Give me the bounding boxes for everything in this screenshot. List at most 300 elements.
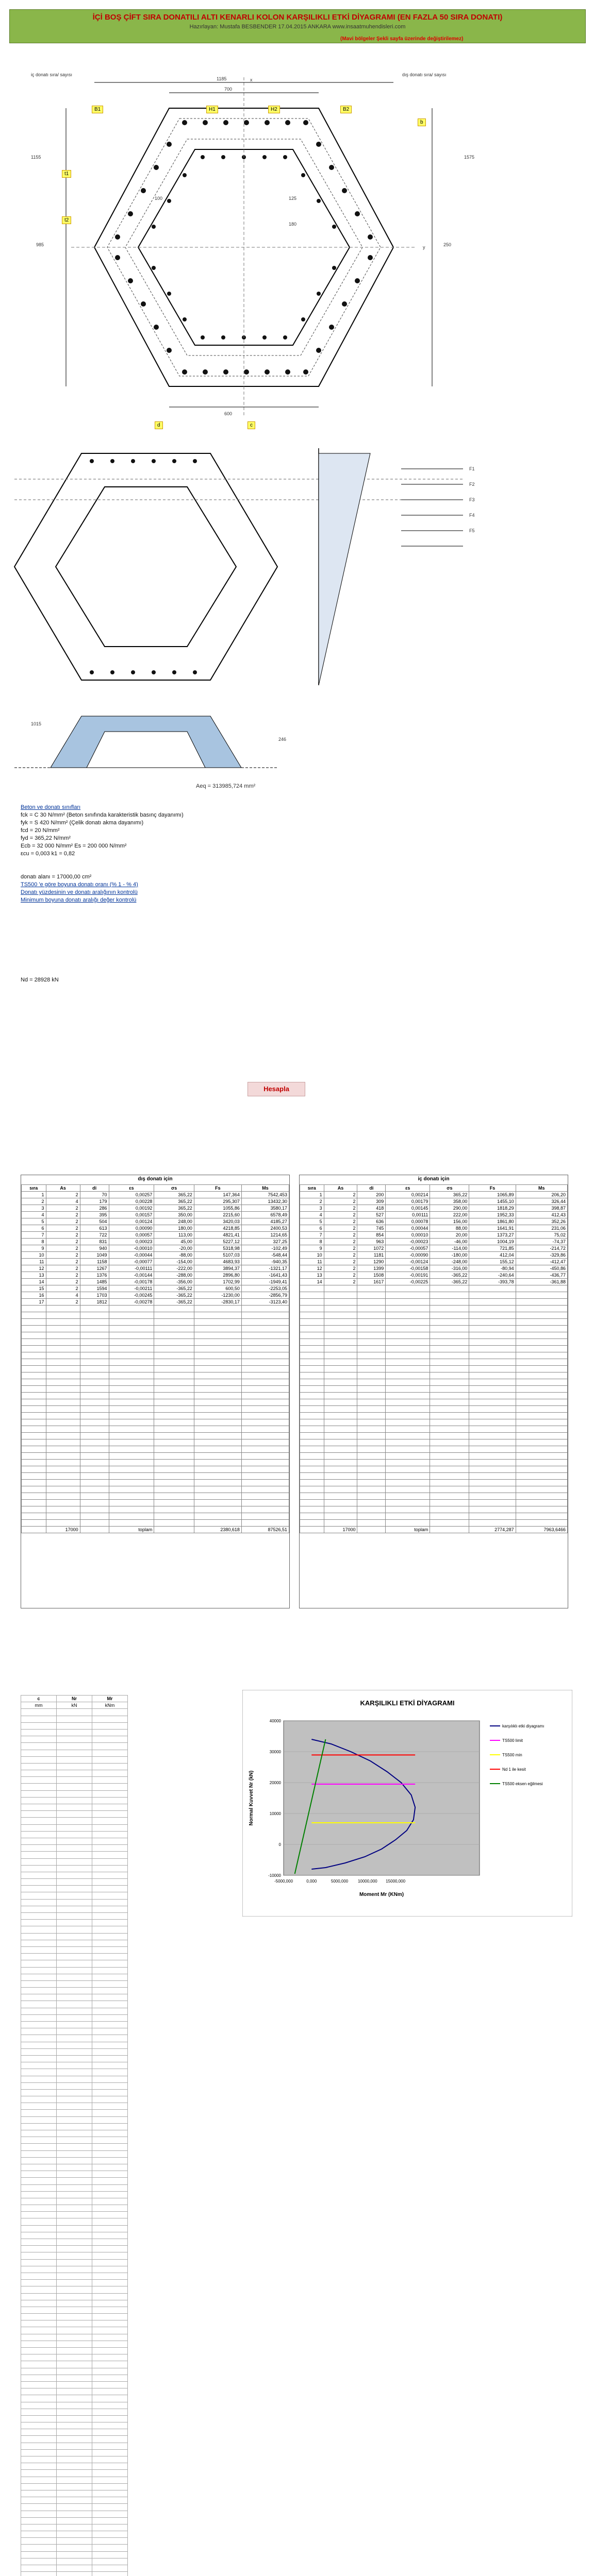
long-table-row — [21, 1763, 128, 1770]
long-table-row — [21, 1892, 128, 1899]
long-table-row — [21, 2565, 128, 2572]
force-f5: F5 — [469, 528, 475, 533]
table-header: As — [46, 1185, 80, 1192]
table-cell: 2 — [324, 1252, 357, 1259]
long-table-row — [21, 1933, 128, 1940]
label-c: c — [248, 421, 255, 429]
long-table-row — [21, 2470, 128, 2477]
table-cell: 15 — [22, 1285, 46, 1292]
table-cell: -0,00090 — [386, 1252, 430, 1259]
table-row — [300, 1239, 568, 1245]
param-line: fck = C 30 N/mm² (Beton sınıfında karakteristik basınç dayanımı) — [21, 812, 184, 818]
param-line: Minimum boyuna donatı aralığı değer kontrolü — [21, 897, 137, 903]
table-cell: 3420,03 — [194, 1218, 241, 1225]
table-cell: 1818,29 — [469, 1205, 516, 1212]
long-table-row — [21, 1750, 128, 1756]
table-cell: 155,12 — [469, 1259, 516, 1265]
table-cell: -0,00111 — [109, 1265, 154, 1272]
table-row — [22, 1272, 289, 1279]
long-table-row — [21, 1777, 128, 1784]
table-cell: 2 — [324, 1259, 357, 1265]
table-cell: -154,00 — [154, 1259, 194, 1265]
table-header: Fs — [194, 1185, 241, 1192]
table-cell: 0,00192 — [109, 1205, 154, 1212]
table-cell: 2 — [324, 1192, 357, 1198]
table-cell: -316,00 — [430, 1265, 469, 1272]
table-cell: 2 — [46, 1252, 80, 1259]
table-cell: 12 — [22, 1265, 46, 1272]
table-cell: -222,00 — [154, 1265, 194, 1272]
table-cell: 2 — [46, 1299, 80, 1306]
long-table-row — [21, 1770, 128, 1777]
section-dim-246: 246 — [278, 737, 287, 742]
table-cell: 1072 — [357, 1245, 386, 1252]
long-table-row — [21, 2116, 128, 2123]
table-cell: -0,00023 — [386, 1239, 430, 1245]
label-d: d — [155, 421, 163, 429]
table-cell: 9 — [300, 1245, 324, 1252]
table-cell: 398,87 — [516, 1205, 567, 1212]
table-cell: 113,00 — [154, 1232, 194, 1239]
table-cell: -20,00 — [154, 1245, 194, 1252]
table-cell: 12 — [300, 1265, 324, 1272]
long-table-row — [21, 2314, 128, 2320]
param-line: εcu = 0,003 k1 = 0,82 — [21, 851, 75, 857]
long-table-row — [21, 1926, 128, 1933]
table-cell: 11 — [300, 1259, 324, 1265]
table-cell: 831 — [80, 1239, 109, 1245]
table-cell: -365,22 — [154, 1292, 194, 1299]
legend-entry: TS500 limit — [502, 1738, 523, 1743]
x-tick-label: 0,000 — [306, 1879, 317, 1884]
table-cell: 222,00 — [430, 1212, 469, 1218]
long-table-row — [21, 2171, 128, 2178]
long-table-row — [21, 1743, 128, 1750]
table-cell: 2 — [46, 1265, 80, 1272]
table-cell: 2400,53 — [241, 1225, 289, 1232]
table-cell: 527 — [357, 1212, 386, 1218]
long-table-row — [21, 1790, 128, 1797]
table-cell: 2 — [324, 1239, 357, 1245]
table-cell: -2830,17 — [194, 1299, 241, 1306]
long-table-header: c — [21, 1696, 57, 1702]
param-line: donatı alanı = 17000,00 cm² — [21, 874, 92, 880]
long-table-row — [21, 2443, 128, 2449]
long-table-row — [21, 2307, 128, 2313]
long-table-row — [21, 2042, 128, 2048]
long-table-row — [21, 2300, 128, 2307]
legend-entry: TS500 min — [502, 1753, 522, 1757]
long-table-row — [21, 2558, 128, 2565]
long-table-row — [21, 2497, 128, 2504]
long-table-row — [21, 2076, 128, 2082]
inner-rebar-table — [299, 1175, 568, 1608]
dim-180: 180 — [289, 222, 297, 227]
table-cell: 7 — [22, 1232, 46, 1239]
axis-x-label: x — [250, 77, 253, 82]
table-cell: 1 — [300, 1192, 324, 1198]
table-cell: -1230,00 — [194, 1292, 241, 1299]
table-cell: 1 — [22, 1192, 46, 1198]
table-row — [22, 1285, 289, 1292]
interaction-table — [21, 1695, 128, 2576]
table-header: Fs — [469, 1185, 516, 1192]
table-header: εs — [109, 1185, 154, 1192]
table1-title: dış donatı için — [138, 1176, 173, 1182]
long-table-row — [21, 2103, 128, 2110]
long-table-row — [21, 1872, 128, 1878]
long-table-row — [21, 1920, 128, 1926]
long-table-row — [21, 2266, 128, 2273]
long-table-row — [21, 1845, 128, 1852]
table-cell: 0,00179 — [386, 1198, 430, 1205]
table-cell: 0,00023 — [109, 1239, 154, 1245]
table-cell: -940,35 — [241, 1259, 289, 1265]
long-table-row — [21, 2348, 128, 2354]
table-cell: 0,00157 — [109, 1212, 154, 1218]
axis-y-label: y — [423, 245, 425, 250]
long-table-row — [21, 2449, 128, 2456]
table-cell: 2 — [46, 1259, 80, 1265]
long-table-row — [21, 1818, 128, 1824]
long-table-row — [21, 2239, 128, 2246]
table-cell: 5 — [22, 1218, 46, 1225]
long-table-row — [21, 2137, 128, 2144]
table-cell: 0,00078 — [386, 1218, 430, 1225]
long-table-row — [21, 1709, 128, 1716]
table-cell: 2 — [324, 1212, 357, 1218]
calculate-button[interactable]: Hesapla — [248, 1082, 305, 1096]
table-cell: -365,22 — [430, 1272, 469, 1279]
page-header — [9, 9, 586, 43]
long-table-row — [21, 1736, 128, 1743]
table-row — [300, 1259, 568, 1265]
table-cell: 0,00090 — [109, 1225, 154, 1232]
table-cell: 0,00111 — [386, 1212, 430, 1218]
table-row — [22, 1212, 289, 1218]
param-line: TS500 'e göre boyuna donatı oranı (% 1 - % 4) — [21, 882, 138, 888]
table-cell: -80,94 — [469, 1265, 516, 1272]
long-table-row — [21, 2572, 128, 2576]
table-cell: 1158 — [80, 1259, 109, 1265]
long-table-row — [21, 2110, 128, 2116]
long-table-row — [21, 1852, 128, 1858]
table-cell: 2 — [324, 1272, 357, 1279]
long-table-row — [21, 2096, 128, 2103]
table-cell: 2 — [46, 1232, 80, 1239]
param-line: fyk = S 420 N/mm² (Çelik donatı akma dayanımı) — [21, 820, 144, 826]
table-cell: 5318,98 — [194, 1245, 241, 1252]
param-line: Ecb = 32 000 N/mm² Es = 200 000 N/mm² — [21, 843, 127, 849]
long-table-row — [21, 2123, 128, 2130]
table-header: εs — [386, 1185, 430, 1192]
table-cell: 745 — [357, 1225, 386, 1232]
y-tick-label: 10000 — [269, 1811, 281, 1816]
long-table-row — [21, 1865, 128, 1872]
long-table-row — [21, 2191, 128, 2198]
table-cell: 1594 — [80, 1285, 109, 1292]
table-cell: -1949,41 — [241, 1279, 289, 1285]
long-table-unit: kNm — [92, 1702, 128, 1709]
dim-100: 100 — [155, 196, 163, 201]
table-cell: 3894,37 — [194, 1265, 241, 1272]
param-line: Beton ve donatı sınıfları — [21, 804, 81, 810]
long-table-row — [21, 1940, 128, 1946]
table-cell: -1321,17 — [241, 1265, 289, 1272]
table-cell: 14 — [22, 1279, 46, 1285]
table-cell: -0,00225 — [386, 1279, 430, 1285]
nd-value: 28928 kN — [34, 977, 59, 983]
table-cell: 1399 — [357, 1265, 386, 1272]
table-cell: 2 — [46, 1212, 80, 1218]
table-cell: 6578,49 — [241, 1212, 289, 1218]
table-cell: -0,00124 — [386, 1259, 430, 1265]
table-cell: -412,47 — [516, 1259, 567, 1265]
long-table-row — [21, 1824, 128, 1831]
table-cell: 206,20 — [516, 1192, 567, 1198]
dim-1575: 1575 — [464, 155, 475, 160]
table-cell: 290,00 — [430, 1205, 469, 1212]
dim-985: 985 — [36, 242, 44, 247]
table-cell: 0,00145 — [386, 1205, 430, 1212]
table-cell: 295,307 — [194, 1198, 241, 1205]
long-table-row — [21, 2320, 128, 2327]
outer-rebar-table — [21, 1175, 290, 1608]
table-cell: 1373,27 — [469, 1232, 516, 1239]
long-table-row — [21, 2082, 128, 2089]
long-table-unit: mm — [21, 1702, 57, 1709]
table-cell: 1455,10 — [469, 1198, 516, 1205]
table-cell: 2 — [46, 1192, 80, 1198]
long-table-row — [21, 2259, 128, 2266]
long-table-row — [21, 2246, 128, 2252]
long-table-row — [21, 2483, 128, 2490]
long-table-row — [21, 1994, 128, 2001]
table-cell: 722 — [80, 1232, 109, 1239]
table-cell: -450,86 — [516, 1265, 567, 1272]
table-row — [22, 1292, 289, 1299]
table-cell: 200 — [357, 1192, 386, 1198]
y-tick-label: 30000 — [269, 1750, 281, 1754]
table-cell: 2 — [324, 1225, 357, 1232]
long-table-row — [21, 1858, 128, 1865]
long-table-row — [21, 2327, 128, 2334]
table-cell: 13 — [300, 1272, 324, 1279]
table-cell: -248,00 — [430, 1259, 469, 1265]
table-cell: 6 — [300, 1225, 324, 1232]
table-cell: -240,64 — [469, 1272, 516, 1279]
table-cell: -74,37 — [516, 1239, 567, 1245]
table-cell: 156,00 — [430, 1218, 469, 1225]
table-cell: 365,22 — [154, 1198, 194, 1205]
table2-grid — [300, 1184, 568, 1533]
table-cell: -288,00 — [154, 1272, 194, 1279]
long-table-row — [21, 1913, 128, 1920]
x-tick-label: 5000,000 — [331, 1879, 349, 1884]
long-table-row — [21, 2368, 128, 2375]
long-table-row — [21, 2517, 128, 2524]
force-f4: F4 — [469, 513, 475, 518]
table-cell: 0,00057 — [109, 1232, 154, 1239]
table-cell: 309 — [357, 1198, 386, 1205]
table-cell: 16 — [22, 1292, 46, 1299]
long-table-row — [21, 1960, 128, 1967]
table-cell: 1004,19 — [469, 1239, 516, 1245]
table-cell: 365,22 — [154, 1205, 194, 1212]
table-cell: 350,00 — [154, 1212, 194, 1218]
table-cell: 2 — [324, 1232, 357, 1239]
table-row — [300, 1245, 568, 1252]
dim-125: 125 — [289, 196, 297, 201]
dim-700: 700 — [224, 87, 233, 92]
table-cell: 2 — [300, 1198, 324, 1205]
table2-title: iç donatı için — [418, 1176, 450, 1182]
long-table-row — [21, 2341, 128, 2347]
table-cell: -393,78 — [469, 1279, 516, 1285]
table-cell: 10 — [300, 1252, 324, 1259]
label-outer-rows: dış donatı sıra/ sayısı — [402, 72, 447, 77]
long-table-row — [21, 2538, 128, 2545]
table-cell: 0,00228 — [109, 1198, 154, 1205]
long-table-row — [21, 2504, 128, 2511]
table-cell: 1376 — [80, 1272, 109, 1279]
table-cell: 4 — [46, 1198, 80, 1205]
table-cell: 1485 — [80, 1279, 109, 1285]
label-h1: H1 — [206, 106, 218, 113]
table-cell: -2253,05 — [241, 1285, 289, 1292]
hexagon-section-drawing — [9, 46, 585, 799]
table-cell: -3123,40 — [241, 1299, 289, 1306]
warning-note: (Mavi bölgeler Şekli sayfa üzerinde değiştirilemez) — [340, 36, 464, 42]
table-row — [22, 1252, 289, 1259]
table-cell: 8 — [300, 1239, 324, 1245]
table-cell: 8 — [22, 1239, 46, 1245]
table-cell: -436,77 — [516, 1272, 567, 1279]
table-cell: 2 — [46, 1239, 80, 1245]
x-tick-label: -5000,000 — [274, 1879, 293, 1884]
page-subtitle: Hazırlayan: Mustafa BESBENDER 17.04.2015 ANKARA www.insaatmuhendisleri.com — [189, 24, 406, 30]
table-cell: 5227,12 — [194, 1239, 241, 1245]
table-cell: 1290 — [357, 1259, 386, 1265]
table-cell: 0,00010 — [386, 1232, 430, 1239]
table-cell: 326,44 — [516, 1198, 567, 1205]
table-cell: 412,43 — [516, 1212, 567, 1218]
table-cell: 6 — [22, 1225, 46, 1232]
table-cell: 1952,33 — [469, 1212, 516, 1218]
table-cell: 2 — [46, 1272, 80, 1279]
long-table-row — [21, 2524, 128, 2531]
table-cell: 2 — [324, 1245, 357, 1252]
table-cell: -365,22 — [430, 1279, 469, 1285]
param-line: Donatı yüzdesinin ve donatı aralığının kontrolü — [21, 889, 138, 895]
table-cell: -102,49 — [241, 1245, 289, 1252]
long-table-row — [21, 2286, 128, 2293]
table-row — [22, 1218, 289, 1225]
table-cell: -0,00010 — [109, 1245, 154, 1252]
long-table-row — [21, 2014, 128, 2021]
long-table-row — [21, 2402, 128, 2409]
long-table-row — [21, 2198, 128, 2205]
table-cell: 180,00 — [154, 1225, 194, 1232]
table-cell: 504 — [80, 1218, 109, 1225]
long-table-row — [21, 1906, 128, 1912]
long-table-row — [21, 2490, 128, 2497]
table-row — [300, 1218, 568, 1225]
table-cell: 0,00044 — [386, 1225, 430, 1232]
table-cell: 2 — [324, 1198, 357, 1205]
table-cell: 231,06 — [516, 1225, 567, 1232]
table-cell: -0,00144 — [109, 1272, 154, 1279]
table-cell: 2 — [46, 1205, 80, 1212]
dim-1185: 1185 — [217, 76, 227, 81]
table-cell: -88,00 — [154, 1252, 194, 1259]
table-cell: -365,22 — [154, 1285, 194, 1292]
table-cell: -0,00057 — [386, 1245, 430, 1252]
long-table-row — [21, 2415, 128, 2422]
table-cell: 721,85 — [469, 1245, 516, 1252]
legend-entry: karşılıklı etki diyagramı — [502, 1724, 544, 1728]
table-cell: -114,00 — [430, 1245, 469, 1252]
long-table-row — [21, 1988, 128, 1994]
long-table-row — [21, 2354, 128, 2361]
long-table-row — [21, 2436, 128, 2443]
table-cell: 10 — [22, 1252, 46, 1259]
chart-title: KARŞILIKLI ETKİ DİYAGRAMI — [360, 1699, 455, 1707]
long-table-row — [21, 2551, 128, 2558]
table-cell: 13 — [22, 1272, 46, 1279]
label-b1: B1 — [92, 106, 103, 113]
table-cell: 88,00 — [430, 1225, 469, 1232]
table-cell: 2 — [324, 1265, 357, 1272]
table-cell: 9 — [22, 1245, 46, 1252]
table-row — [22, 1239, 289, 1245]
long-table-row — [21, 2273, 128, 2279]
legend-entry: Nd 1 ile kesit — [502, 1767, 526, 1772]
table-cell: 940 — [80, 1245, 109, 1252]
table-header: Ms — [516, 1185, 567, 1192]
long-table-header: Mr — [92, 1696, 128, 1702]
table-cell: 0,00257 — [109, 1192, 154, 1198]
dim-600: 600 — [224, 411, 233, 416]
long-table-row — [21, 2409, 128, 2415]
table-cell: 1703 — [80, 1292, 109, 1299]
table-cell: 1508 — [357, 1272, 386, 1279]
table-cell: 5107,03 — [194, 1252, 241, 1259]
table-header: di — [357, 1185, 386, 1192]
long-table-row — [21, 1974, 128, 1980]
table-cell: 1049 — [80, 1252, 109, 1259]
table-header: Ms — [241, 1185, 289, 1192]
table-row — [300, 1272, 568, 1279]
long-table-row — [21, 2361, 128, 2368]
table-row — [22, 1265, 289, 1272]
table-cell: 2 — [46, 1225, 80, 1232]
y-tick-label: -10000 — [268, 1873, 281, 1878]
x-tick-label: 15000,000 — [386, 1879, 406, 1884]
table-cell: -548,44 — [241, 1252, 289, 1259]
table-cell: -2856,79 — [241, 1292, 289, 1299]
table-cell: 7 — [300, 1232, 324, 1239]
table-header: As — [324, 1185, 357, 1192]
long-table-row — [21, 2511, 128, 2517]
long-table-row — [21, 2164, 128, 2171]
table-row — [22, 1299, 289, 1306]
table-cell: 3 — [22, 1205, 46, 1212]
table-cell: -0,00158 — [386, 1265, 430, 1272]
label-b: b — [418, 118, 426, 126]
long-table-row — [21, 2531, 128, 2538]
table-cell: 20,00 — [430, 1232, 469, 1239]
